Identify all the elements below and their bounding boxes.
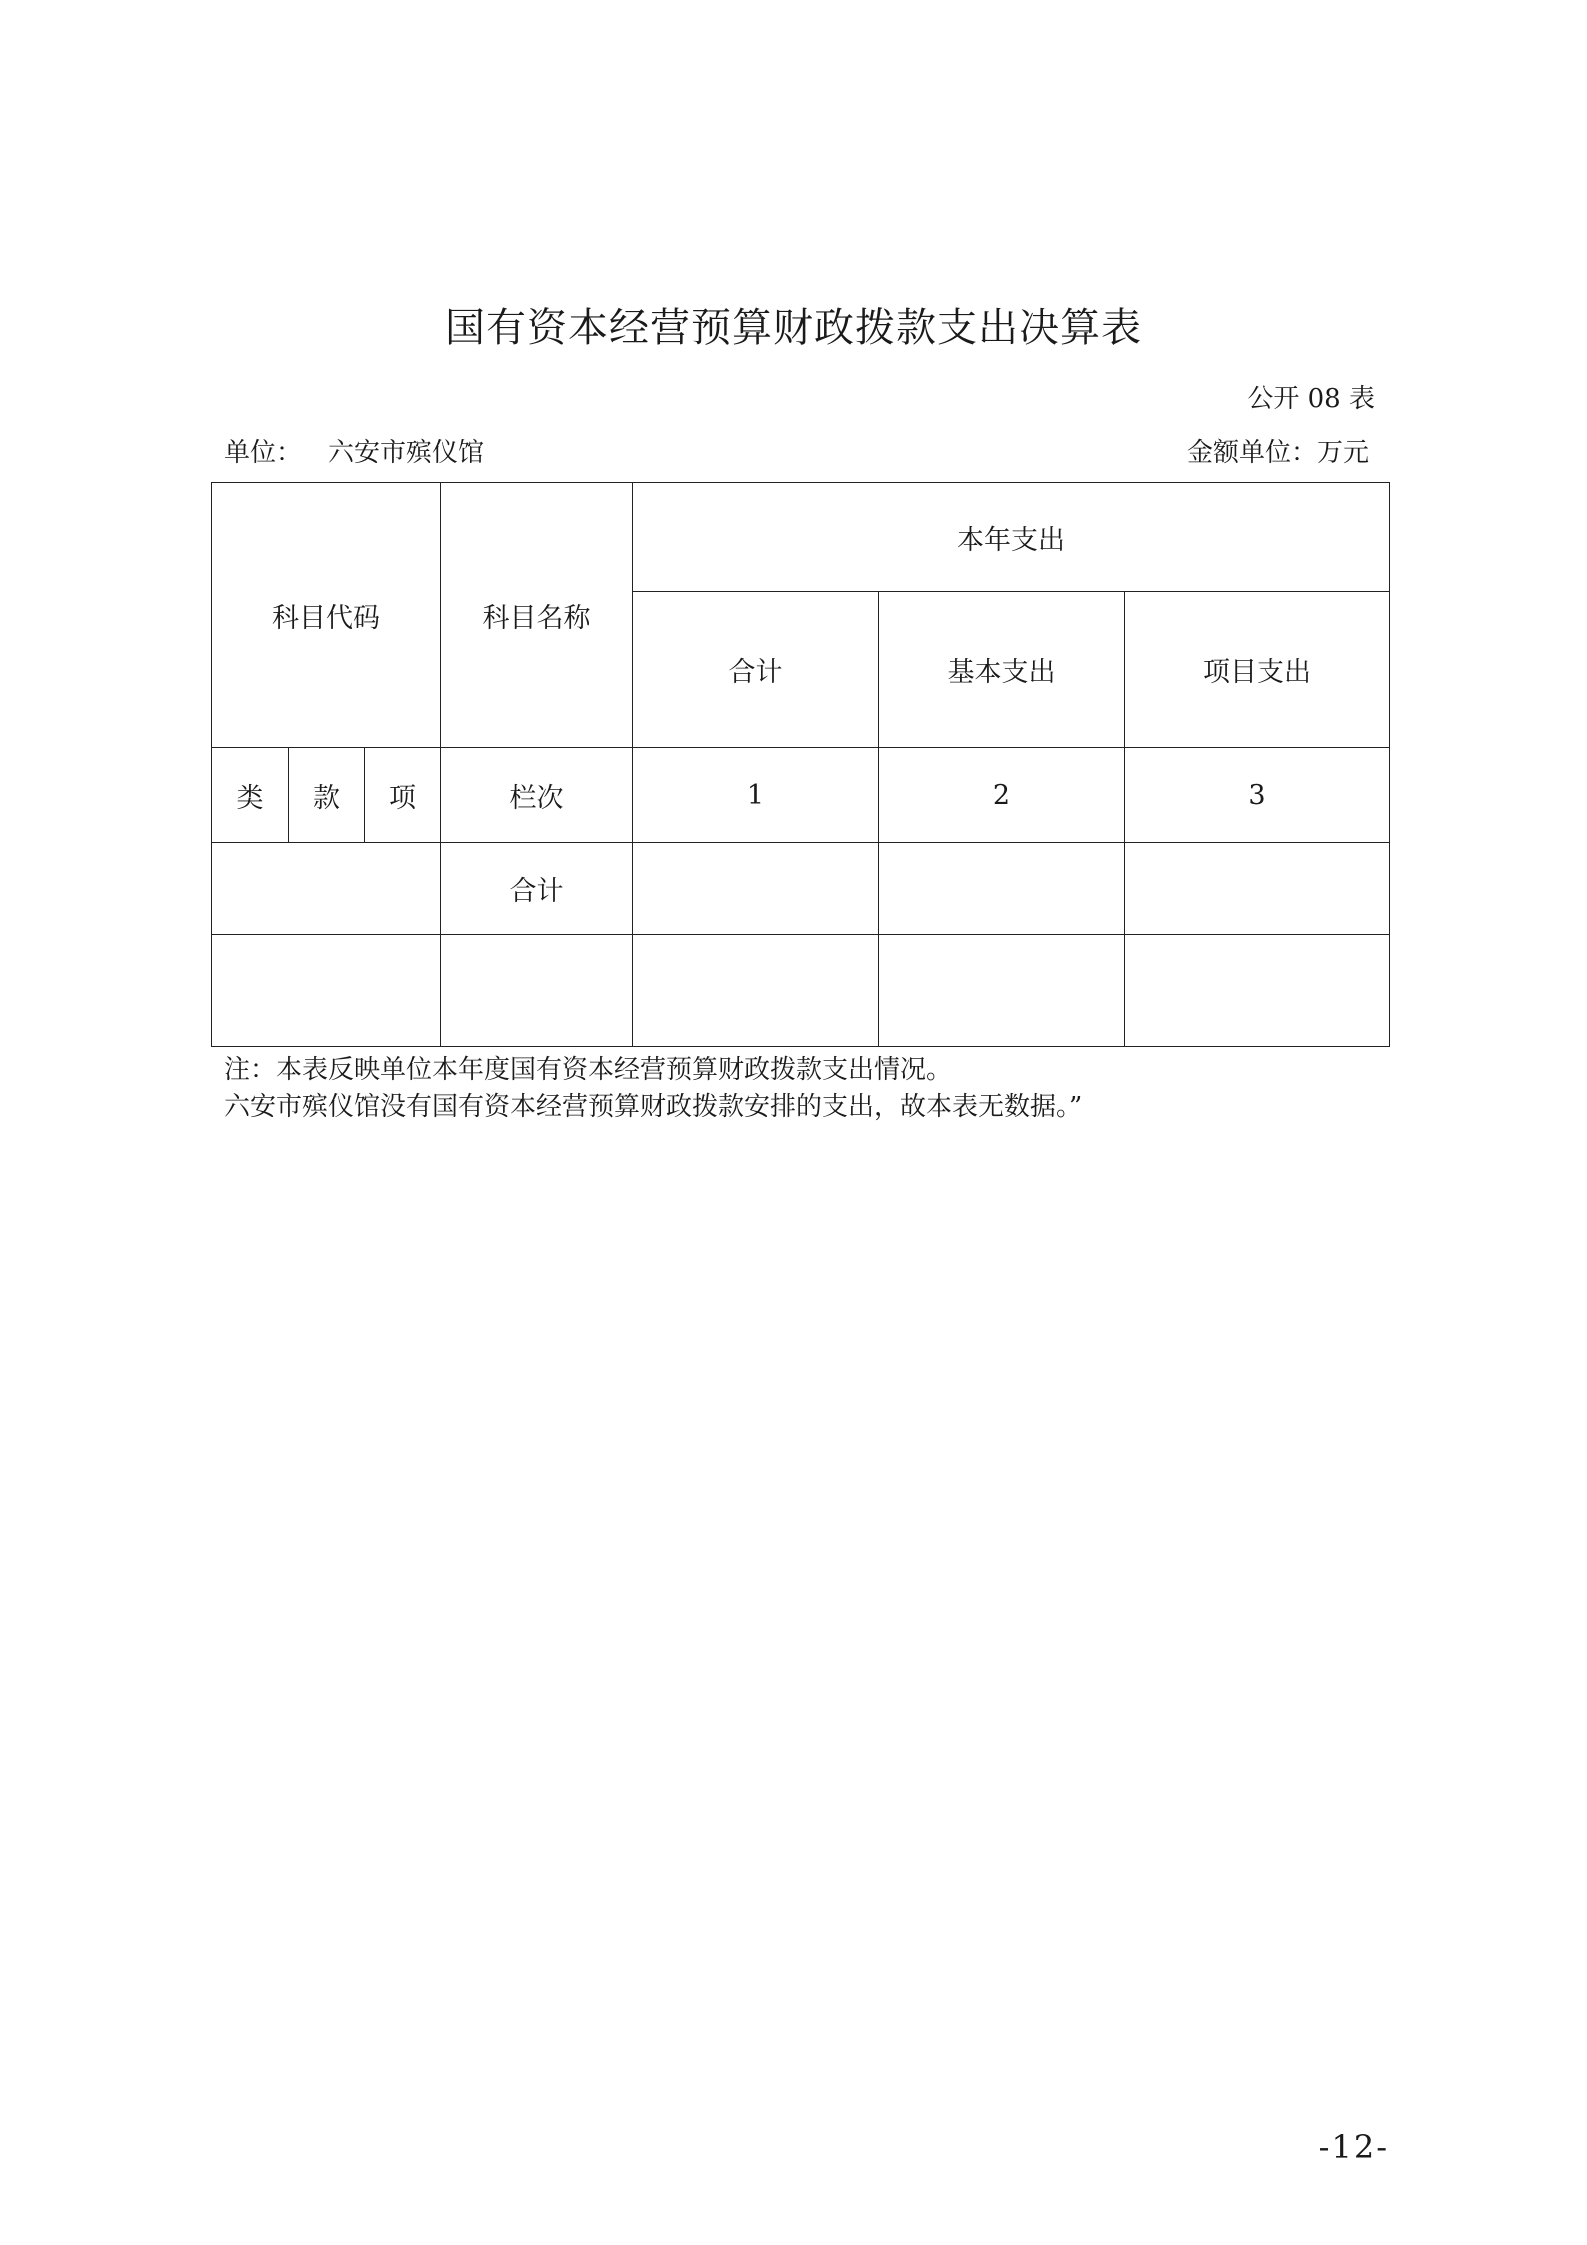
header-total: 合计 [633, 592, 879, 748]
total-row-cell [879, 843, 1125, 935]
page-number: -12- [1318, 2128, 1389, 2166]
header-project-expense: 项目支出 [1125, 592, 1390, 748]
amount-unit: 金额单位：万元 [1186, 438, 1369, 468]
unit-line [224, 432, 484, 469]
header-section: 款 [289, 748, 365, 843]
header-category: 类 [212, 748, 289, 843]
header-subject-name: 科目名称 [441, 483, 633, 748]
header-item: 项 [365, 748, 441, 843]
table-notes [224, 1052, 1082, 1126]
column-number-3: 3 [1125, 748, 1390, 843]
column-number-2: 2 [879, 748, 1125, 843]
empty-row-cell [1125, 935, 1390, 1047]
note-line: 注：本表反映单位本年度国有资本经营预算财政拨款支出情况。 [224, 1055, 953, 1085]
empty-row-cell [441, 935, 633, 1047]
empty-row-cell [879, 935, 1125, 1047]
total-row-code-cell [212, 843, 441, 935]
header-current-year-expense: 本年支出 [633, 483, 1390, 592]
form-id: 公开 08 表 [1247, 384, 1375, 414]
note-line: 六安市殡仪馆没有国有资本经营预算财政拨款安排的支出，故本表无数据。” [224, 1092, 1083, 1122]
unit-name: 六安市殡仪馆 [328, 438, 485, 468]
total-row-label: 合计 [441, 843, 633, 935]
unit-label: 单位： [224, 438, 303, 468]
page-title: 国有资本经营预算财政拨款支出决算表 [445, 305, 1142, 351]
header-column-index: 栏次 [441, 748, 633, 843]
total-row-cell [633, 843, 879, 935]
expense-table [211, 482, 1390, 1047]
empty-row-cell [633, 935, 879, 1047]
total-row-cell [1125, 843, 1390, 935]
header-subject-code: 科目代码 [212, 483, 441, 748]
header-basic-expense: 基本支出 [879, 592, 1125, 748]
empty-row-cell [212, 935, 441, 1047]
column-number-1: 1 [633, 748, 879, 843]
